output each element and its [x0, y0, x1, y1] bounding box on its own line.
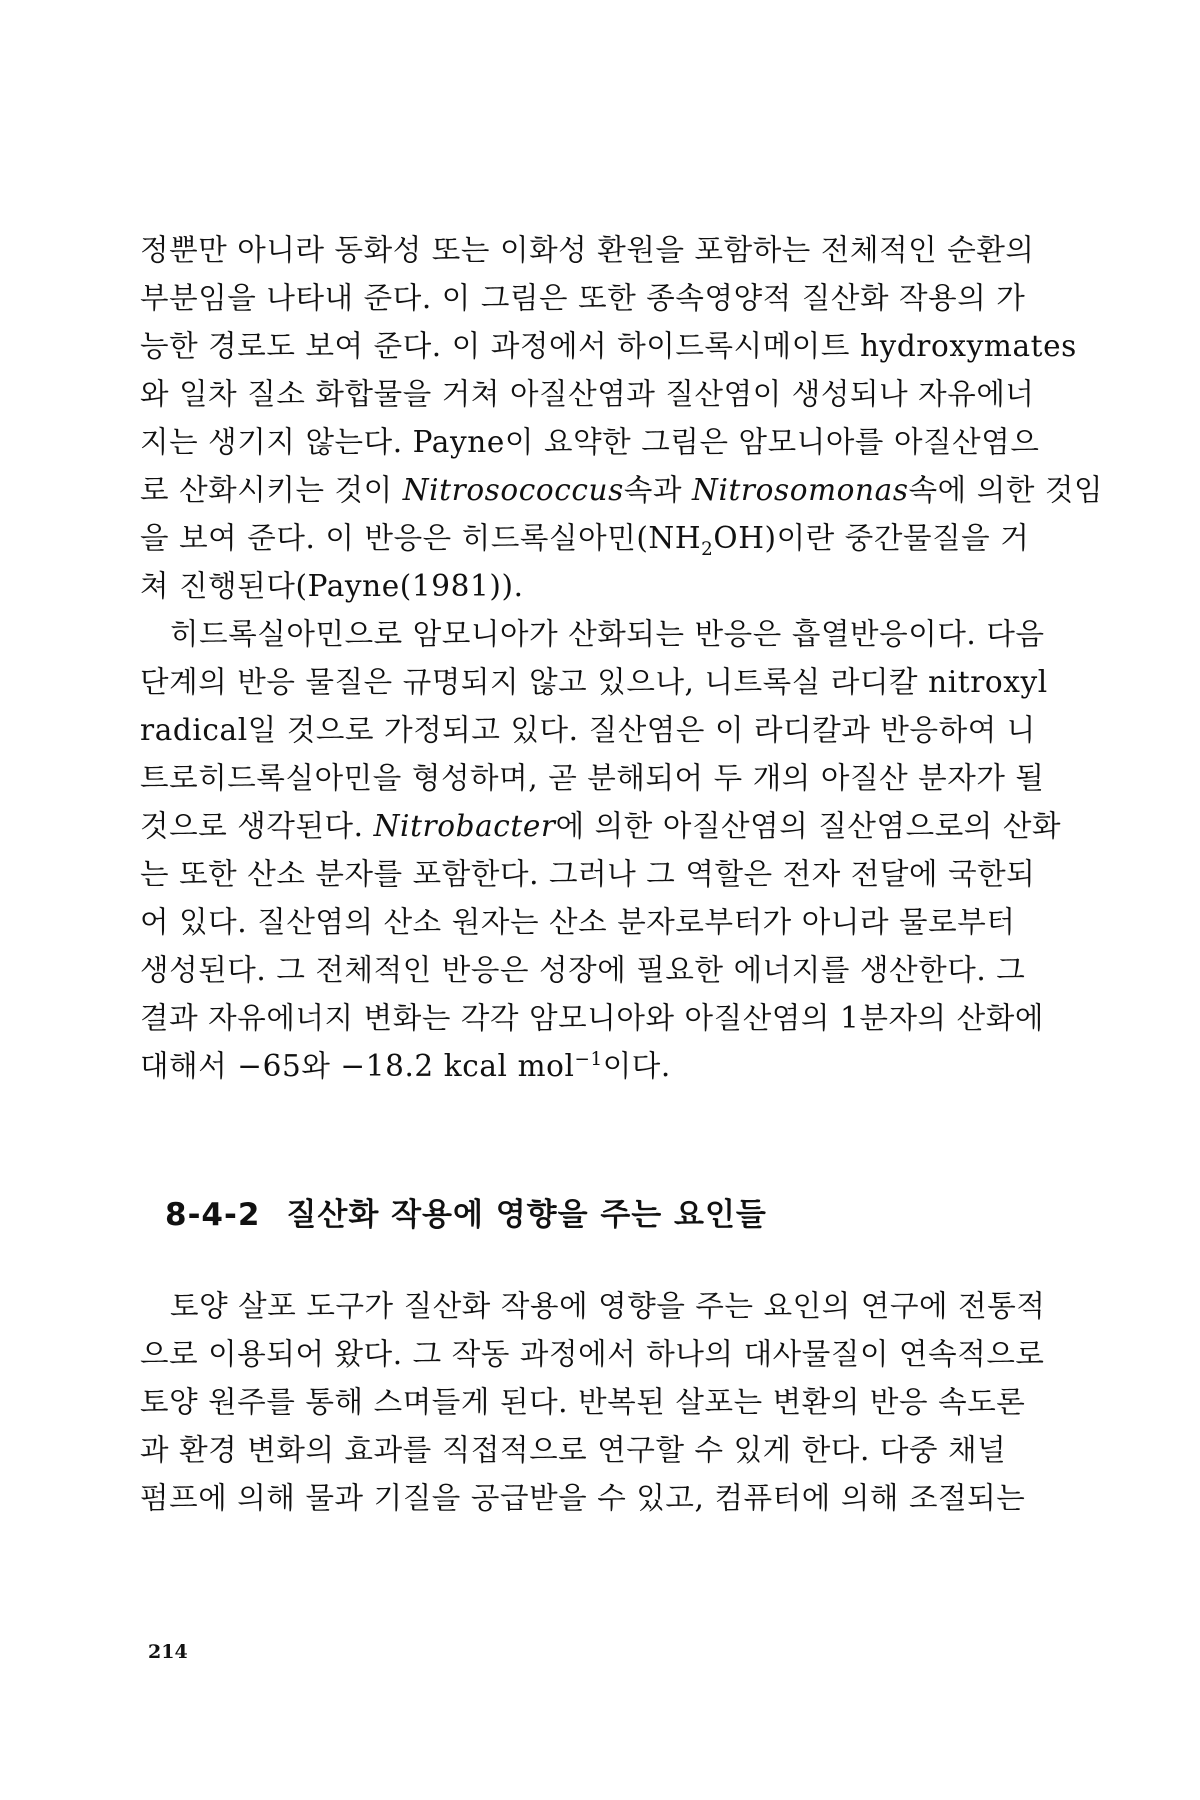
text-line: 과 환경 변화의 효과를 직접적으로 연구할 수 있게 한다. 다중 채널 [140, 1433, 1007, 1467]
text-line: 단계의 반응 물질은 규명되지 않고 있으나, 니트록실 라디칼 nitroxyl [140, 665, 1048, 699]
text-segment: 것으로 생각된다. [140, 809, 374, 843]
text-line: 능한 경로도 보여 준다. 이 과정에서 하이드록시메이트 hydroxymates [140, 329, 1077, 363]
superscript: −1 [574, 1049, 603, 1071]
text-line: 부분임을 나타내 준다. 이 그림은 또한 종속영양적 질산화 작용의 가 [140, 281, 1026, 315]
text-segment: OH)이란 중간물질을 거 [713, 521, 1030, 555]
text-segment: 이다. [602, 1049, 671, 1083]
text-line: 펌프에 의해 물과 기질을 공급받을 수 있고, 컴퓨터에 의해 조절되는 [140, 1481, 1026, 1515]
text-line: 어 있다. 질산염의 산소 원자는 산소 분자로부터가 아니라 물로부터 [140, 905, 1016, 939]
section-number: 8-4-2 [165, 1197, 261, 1233]
text-line [140, 520, 1055, 560]
text-segment: 대해서 −65와 −18.2 kcal mol [140, 1049, 575, 1083]
text-segment: 속과 [623, 473, 693, 507]
text-segment: 속에 의한 것임 [908, 473, 1104, 507]
text-line [140, 472, 1104, 508]
text-line: 지는 생기지 않는다. Payne이 요약한 그림은 암모니아를 아질산염으 [140, 425, 1040, 459]
section-heading [165, 1195, 767, 1235]
text-line: 토양 원주를 통해 스며들게 된다. 반복된 살포는 변환의 반응 속도론 [140, 1385, 1026, 1419]
genus-name: Nitrosococcus [402, 473, 624, 507]
paragraph-first-line: 히드록실아민으로 암모니아가 산화되는 반응은 흡열반응이다. 다음 [170, 617, 1045, 651]
genus-name: Nitrosomonas [692, 473, 909, 507]
text-line: 생성된다. 그 전체적인 반응은 성장에 필요한 에너지를 생산한다. 그 [140, 953, 1026, 987]
text-line: 와 일차 질소 화합물을 거쳐 아질산염과 질산염이 생성되나 자유에너 [140, 377, 1035, 411]
section-title: 질산화 작용에 영향을 주는 요인들 [286, 1197, 767, 1233]
text-line: 트로히드록실아민을 형성하며, 곧 분해되어 두 개의 아질산 분자가 될 [140, 761, 1045, 795]
page-number: 214 [148, 1641, 188, 1663]
text-line: 으로 이용되어 왔다. 그 작동 과정에서 하나의 대사물질이 연속적으로 [140, 1337, 1045, 1371]
text-line: 결과 자유에너지 변화는 각각 암모니아와 아질산염의 1분자의 산화에 [140, 1001, 1044, 1035]
text-line: 는 또한 산소 분자를 포함한다. 그러나 그 역할은 전자 전달에 국한되 [140, 857, 1036, 891]
text-line [140, 808, 1062, 844]
subscript: 2 [701, 538, 714, 560]
text-line: 정뿐만 아니라 동화성 또는 이화성 환원을 포함하는 전체적인 순환의 [140, 233, 1035, 267]
text-line: 쳐 진행된다(Payne(1981)). [140, 569, 524, 603]
paragraph-first-line: 토양 살포 도구가 질산화 작용에 영향을 주는 요인의 연구에 전통적 [170, 1289, 1046, 1323]
text-line: radical일 것으로 가정되고 있다. 질산염은 이 라디칼과 반응하여 니 [140, 713, 1036, 747]
text-segment: 에 의한 아질산염의 질산염으로의 산화 [555, 809, 1062, 843]
text-line [140, 1048, 1055, 1084]
text-segment: 로 산화시키는 것이 [140, 473, 403, 507]
genus-name: Nitrobacter [373, 809, 556, 843]
text-segment: 을 보여 준다. 이 반응은 히드록실아민(NH [140, 521, 702, 555]
